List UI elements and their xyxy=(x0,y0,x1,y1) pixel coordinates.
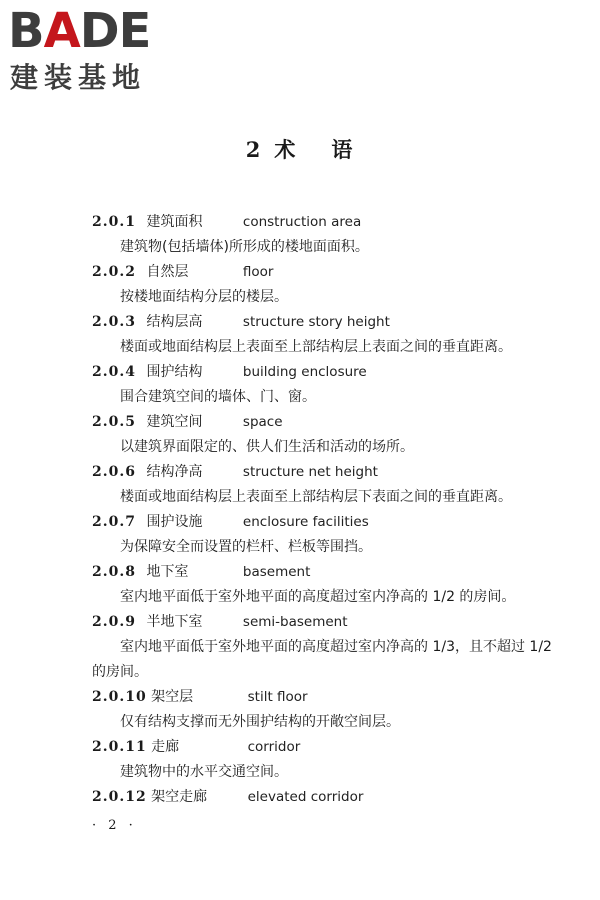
term-definition: 楼面或地面结构层上表面至上部结构层上表面之间的垂直距离。 xyxy=(120,339,512,355)
term-chinese: 自然层 xyxy=(146,264,189,280)
term-heading xyxy=(92,610,572,635)
term-english: enclosure facilities xyxy=(242,514,369,530)
bade-logo xyxy=(8,3,178,96)
term-definition: 楼面或地面结构层上表面至上部结构层下表面之间的垂直距离。 xyxy=(120,489,512,505)
term-definition: 以建筑界面限定的、供人们生活和活动的场所。 xyxy=(120,439,414,455)
term-definition: 建筑物(包括墙体)所形成的楼地面面积。 xyxy=(120,239,369,255)
term-number: 2.0.8 xyxy=(92,564,136,580)
term-chinese: 架空走廊 xyxy=(151,789,208,805)
chapter-title-char-1: 术 xyxy=(274,137,298,162)
term-entry xyxy=(92,560,572,610)
term-chinese: 围护结构 xyxy=(146,364,203,380)
term-english: building enclosure xyxy=(242,364,367,380)
logo-letters-2: DE xyxy=(79,3,151,59)
term-definition: 仅有结构支撑而无外围护结构的开敞空间层。 xyxy=(120,714,400,730)
term-definition: 室内地平面低于室外地平面的高度超过室内净高的 1/3，且不超过 1/2 的房间。 xyxy=(92,639,552,680)
term-english: floor xyxy=(242,264,274,280)
term-number: 2.0.6 xyxy=(92,464,136,480)
term-definition: 按楼地面结构分层的楼层。 xyxy=(120,289,288,305)
chapter-number: 2 xyxy=(245,137,263,162)
term-heading xyxy=(92,360,572,385)
logo-letter-accent: A xyxy=(43,3,80,59)
term-entry xyxy=(92,410,572,460)
term-heading xyxy=(92,310,572,335)
term-number: 2.0.1 xyxy=(92,214,136,230)
term-definition: 为保障安全而设置的栏杆、栏板等围挡。 xyxy=(120,539,372,555)
term-number: 2.0.2 xyxy=(92,264,136,280)
term-english: structure story height xyxy=(242,314,390,330)
term-chinese: 结构层高 xyxy=(146,314,203,330)
term-entry xyxy=(92,260,572,310)
logo-wordmark xyxy=(8,3,151,59)
term-chinese: 半地下室 xyxy=(146,614,203,630)
term-number: 2.0.3 xyxy=(92,314,136,330)
term-english: space xyxy=(242,414,283,430)
term-english: corridor xyxy=(247,739,301,755)
term-number: 2.0.10 xyxy=(92,689,147,705)
term-chinese: 建筑面积 xyxy=(146,214,203,230)
term-entry xyxy=(92,735,572,785)
term-number: 2.0.4 xyxy=(92,364,136,380)
term-number: 2.0.11 xyxy=(92,739,147,755)
term-chinese: 架空层 xyxy=(151,689,194,705)
term-entry xyxy=(92,610,572,685)
term-definition: 室内地平面低于室外地平面的高度超过室内净高的 1/2 的房间。 xyxy=(120,589,516,605)
term-english: basement xyxy=(242,564,311,580)
term-definition: 围合建筑空间的墙体、门、窗。 xyxy=(120,389,316,405)
term-english: construction area xyxy=(242,214,362,230)
term-entry xyxy=(92,685,572,735)
term-number: 2.0.5 xyxy=(92,414,136,430)
term-chinese: 结构净高 xyxy=(146,464,203,480)
terms-list xyxy=(92,210,572,810)
term-english: structure net height xyxy=(242,464,378,480)
logo-letters-1: B xyxy=(8,3,44,59)
term-entry xyxy=(92,510,572,560)
term-english: elevated corridor xyxy=(247,789,364,805)
term-number: 2.0.12 xyxy=(92,789,147,805)
term-number: 2.0.9 xyxy=(92,614,136,630)
term-number: 2.0.7 xyxy=(92,514,136,530)
chapter-title xyxy=(0,134,600,164)
term-english: semi-basement xyxy=(242,614,348,630)
term-heading xyxy=(92,560,572,585)
term-heading xyxy=(92,510,572,535)
term-chinese: 建筑空间 xyxy=(146,414,203,430)
term-entry xyxy=(92,785,572,810)
term-heading xyxy=(92,735,572,760)
term-heading xyxy=(92,685,572,710)
term-entry xyxy=(92,360,572,410)
term-entry xyxy=(92,310,572,360)
term-chinese: 地下室 xyxy=(146,564,189,580)
term-english: stilt floor xyxy=(247,689,308,705)
term-heading xyxy=(92,260,572,285)
logo-subtitle: 建装基地 xyxy=(10,61,147,94)
chapter-title-char-2: 语 xyxy=(331,137,355,162)
term-heading xyxy=(92,210,572,235)
term-entry xyxy=(92,210,572,260)
term-chinese: 围护设施 xyxy=(146,514,203,530)
term-definition: 建筑物中的水平交通空间。 xyxy=(120,764,288,780)
term-heading xyxy=(92,460,572,485)
term-chinese: 走廊 xyxy=(151,739,180,755)
term-heading xyxy=(92,785,572,810)
term-heading xyxy=(92,410,572,435)
term-entry xyxy=(92,460,572,510)
page-number: · 2 · xyxy=(92,818,137,833)
